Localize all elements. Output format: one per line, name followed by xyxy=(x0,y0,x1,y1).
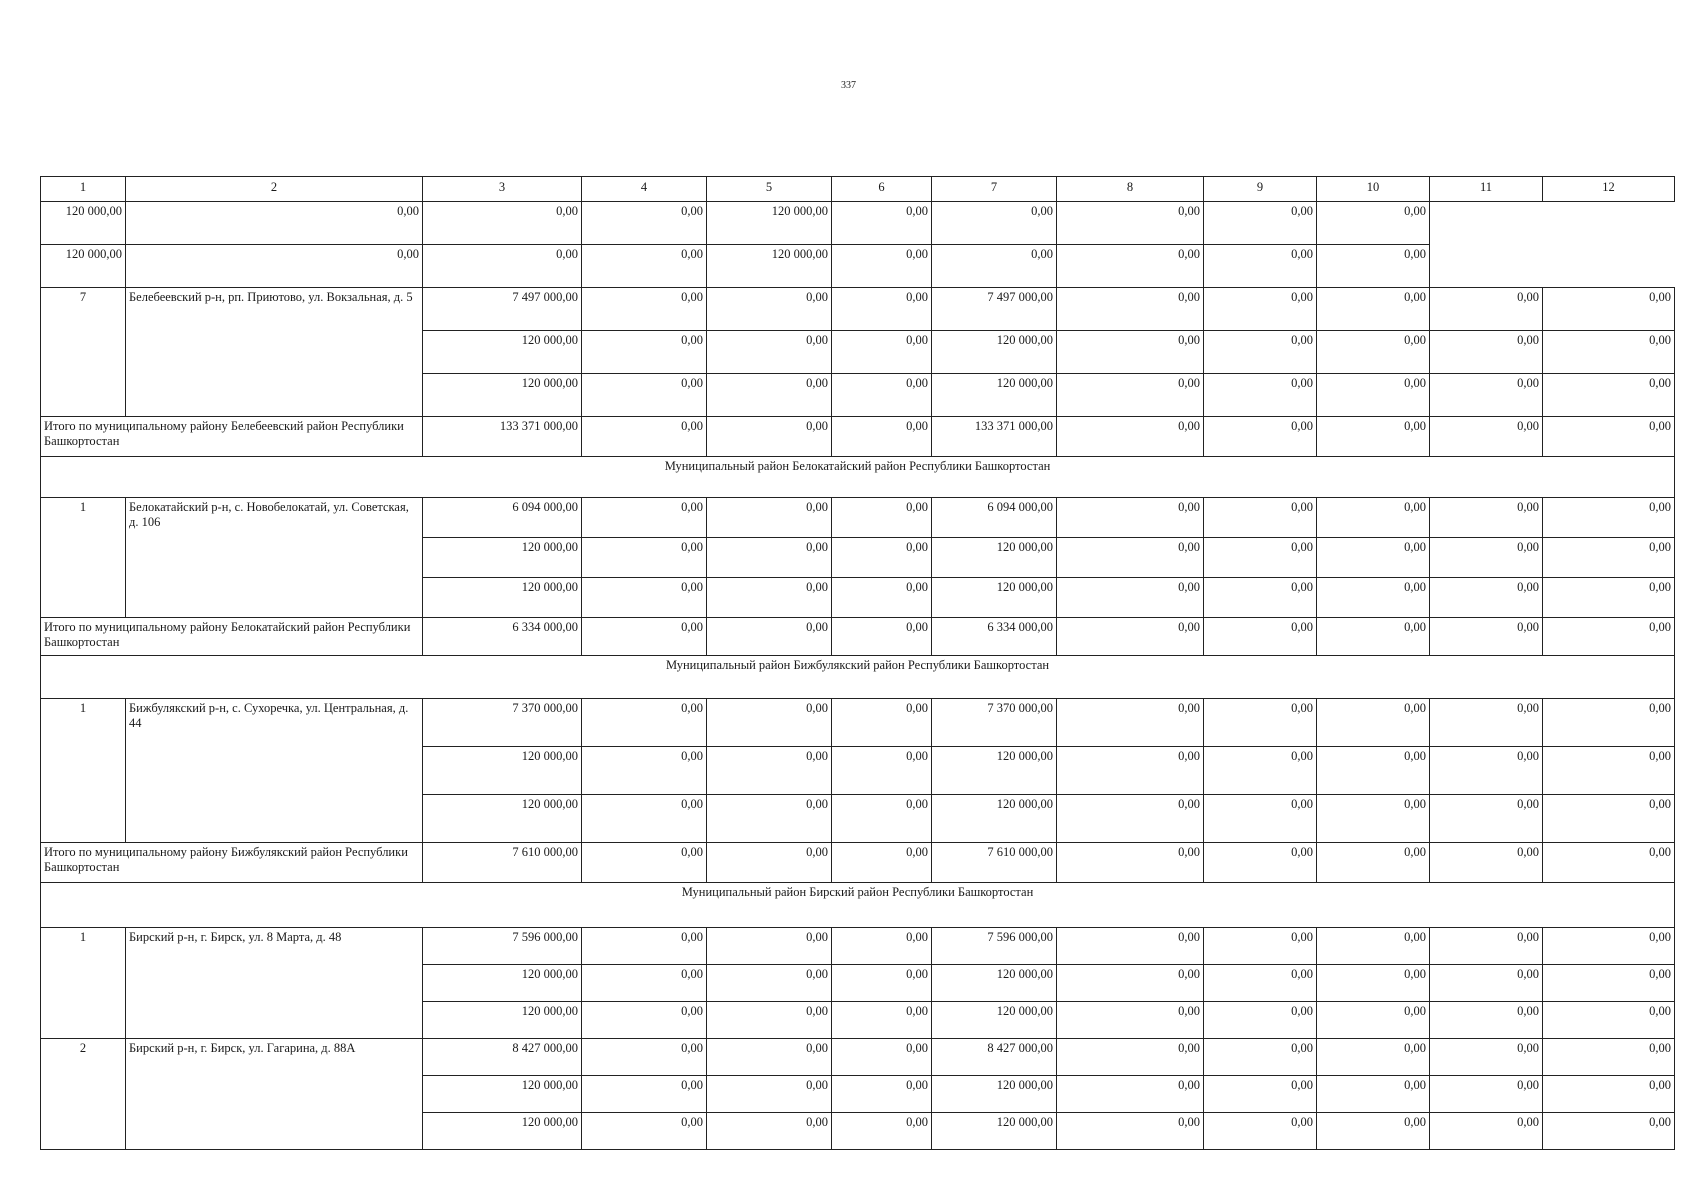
value-cell: 0,00 xyxy=(1204,843,1317,883)
value-cell: 120 000,00 xyxy=(932,965,1057,1002)
value-cell: 0,00 xyxy=(1430,1002,1543,1039)
value-cell: 0,00 xyxy=(1543,288,1675,331)
item-number: 1 xyxy=(41,699,126,843)
value-cell: 120 000,00 xyxy=(423,747,582,795)
page-number: 337 xyxy=(841,80,856,91)
value-cell: 133 371 000,00 xyxy=(423,417,582,457)
value-cell: 0,00 xyxy=(832,1113,932,1150)
value-cell: 0,00 xyxy=(1317,795,1430,843)
section-title: Муниципальный район Бижбулякский район Республики Башкортостан xyxy=(41,656,1675,699)
value-cell: 7 497 000,00 xyxy=(423,288,582,331)
value-cell: 6 334 000,00 xyxy=(932,618,1057,656)
value-cell: 120 000,00 xyxy=(423,578,582,618)
value-cell: 0,00 xyxy=(1057,1113,1204,1150)
value-cell: 0,00 xyxy=(1057,245,1204,288)
value-cell: 0,00 xyxy=(1317,928,1430,965)
value-cell: 7 596 000,00 xyxy=(423,928,582,965)
value-cell: 0,00 xyxy=(1057,538,1204,578)
value-cell: 0,00 xyxy=(1430,578,1543,618)
value-cell: 0,00 xyxy=(1204,928,1317,965)
value-cell: 0,00 xyxy=(582,1113,707,1150)
value-cell: 0,00 xyxy=(1057,498,1204,538)
value-cell: 0,00 xyxy=(1317,498,1430,538)
value-cell: 0,00 xyxy=(582,843,707,883)
value-cell: 0,00 xyxy=(832,747,932,795)
value-cell: 0,00 xyxy=(1057,1076,1204,1113)
value-cell: 0,00 xyxy=(1430,843,1543,883)
value-cell: 0,00 xyxy=(582,331,707,374)
value-cell: 0,00 xyxy=(1057,747,1204,795)
item-number: 1 xyxy=(41,928,126,1039)
value-cell: 0,00 xyxy=(1057,288,1204,331)
value-cell: 120 000,00 xyxy=(932,1076,1057,1113)
value-cell: 0,00 xyxy=(707,843,832,883)
value-cell: 120 000,00 xyxy=(423,1113,582,1150)
column-header: 10 xyxy=(1317,177,1430,202)
value-cell: 0,00 xyxy=(832,965,932,1002)
value-cell: 0,00 xyxy=(832,578,932,618)
value-cell: 0,00 xyxy=(1057,374,1204,417)
value-cell: 0,00 xyxy=(1430,699,1543,747)
item-address: Бижбулякский р-н, с. Сухоречка, ул. Центральная, д. 44 xyxy=(126,699,423,843)
item-address: Бирский р-н, г. Бирск, ул. Гагарина, д. 88А xyxy=(126,1039,423,1150)
value-cell: 0,00 xyxy=(582,578,707,618)
value-cell: 0,00 xyxy=(832,1076,932,1113)
value-cell: 0,00 xyxy=(1317,417,1430,457)
value-cell: 0,00 xyxy=(1317,965,1430,1002)
sub-row xyxy=(41,245,1675,288)
value-cell: 0,00 xyxy=(1430,965,1543,1002)
total-row xyxy=(41,843,1675,883)
value-cell: 0,00 xyxy=(707,331,832,374)
value-cell: 0,00 xyxy=(1430,928,1543,965)
section-title: Муниципальный район Бирский район Республики Башкортостан xyxy=(41,883,1675,928)
value-cell: 0,00 xyxy=(832,202,932,245)
value-cell: 8 427 000,00 xyxy=(423,1039,582,1076)
value-cell: 0,00 xyxy=(1543,498,1675,538)
value-cell: 120 000,00 xyxy=(932,374,1057,417)
value-cell: 0,00 xyxy=(1204,578,1317,618)
value-cell: 0,00 xyxy=(1430,498,1543,538)
value-cell: 0,00 xyxy=(1057,202,1204,245)
value-cell: 0,00 xyxy=(582,245,707,288)
value-cell: 0,00 xyxy=(1543,618,1675,656)
value-cell: 120 000,00 xyxy=(932,1113,1057,1150)
section-header-row xyxy=(41,457,1675,498)
item-address: Белебеевский р-н, рп. Приютово, ул. Вокзальная, д. 5 xyxy=(126,288,423,417)
value-cell: 0,00 xyxy=(582,699,707,747)
value-cell: 0,00 xyxy=(707,747,832,795)
value-cell: 120 000,00 xyxy=(423,374,582,417)
column-header: 4 xyxy=(582,177,707,202)
value-cell: 0,00 xyxy=(1057,331,1204,374)
value-cell: 0,00 xyxy=(1317,374,1430,417)
column-header: 1 xyxy=(41,177,126,202)
value-cell: 120 000,00 xyxy=(41,245,126,288)
value-cell: 0,00 xyxy=(1204,202,1317,245)
value-cell: 0,00 xyxy=(1204,538,1317,578)
column-header: 6 xyxy=(832,177,932,202)
value-cell: 0,00 xyxy=(423,245,582,288)
value-cell: 0,00 xyxy=(1543,417,1675,457)
value-cell: 0,00 xyxy=(932,202,1057,245)
value-cell: 0,00 xyxy=(832,843,932,883)
value-cell: 0,00 xyxy=(1204,245,1317,288)
value-cell: 0,00 xyxy=(707,538,832,578)
value-cell: 0,00 xyxy=(832,374,932,417)
value-cell: 120 000,00 xyxy=(707,202,832,245)
value-cell: 0,00 xyxy=(1317,538,1430,578)
value-cell: 6 094 000,00 xyxy=(423,498,582,538)
total-label: Итого по муниципальному району Белебеевский район Республики Башкортостан xyxy=(41,417,423,457)
value-cell: 0,00 xyxy=(1543,578,1675,618)
value-cell: 120 000,00 xyxy=(423,965,582,1002)
value-cell: 0,00 xyxy=(1317,245,1430,288)
value-cell: 0,00 xyxy=(1430,1039,1543,1076)
value-cell: 0,00 xyxy=(582,1039,707,1076)
value-cell: 0,00 xyxy=(832,538,932,578)
total-row xyxy=(41,417,1675,457)
column-header: 2 xyxy=(126,177,423,202)
value-cell: 120 000,00 xyxy=(423,1002,582,1039)
value-cell: 0,00 xyxy=(1430,1076,1543,1113)
value-cell: 0,00 xyxy=(1317,699,1430,747)
value-cell: 0,00 xyxy=(1543,538,1675,578)
table-body xyxy=(41,177,1675,1150)
value-cell: 0,00 xyxy=(707,1113,832,1150)
value-cell: 7 596 000,00 xyxy=(932,928,1057,965)
value-cell: 0,00 xyxy=(832,928,932,965)
value-cell: 0,00 xyxy=(582,202,707,245)
value-cell: 0,00 xyxy=(1204,965,1317,1002)
value-cell: 120 000,00 xyxy=(932,578,1057,618)
item-address: Бирский р-н, г. Бирск, ул. 8 Марта, д. 48 xyxy=(126,928,423,1039)
value-cell: 120 000,00 xyxy=(41,202,126,245)
value-cell: 120 000,00 xyxy=(932,331,1057,374)
item-row xyxy=(41,1039,1675,1076)
value-cell: 0,00 xyxy=(1057,417,1204,457)
value-cell: 6 334 000,00 xyxy=(423,618,582,656)
value-cell: 0,00 xyxy=(707,1076,832,1113)
value-cell: 0,00 xyxy=(832,498,932,538)
value-cell: 0,00 xyxy=(582,928,707,965)
value-cell: 0,00 xyxy=(1430,747,1543,795)
value-cell: 0,00 xyxy=(832,618,932,656)
value-cell: 0,00 xyxy=(1430,417,1543,457)
value-cell: 0,00 xyxy=(1430,1113,1543,1150)
value-cell: 0,00 xyxy=(1057,618,1204,656)
value-cell: 0,00 xyxy=(707,928,832,965)
value-cell: 0,00 xyxy=(1204,288,1317,331)
value-cell: 0,00 xyxy=(1543,1076,1675,1113)
value-cell: 0,00 xyxy=(582,747,707,795)
value-cell: 7 370 000,00 xyxy=(423,699,582,747)
value-cell: 0,00 xyxy=(1543,795,1675,843)
value-cell: 0,00 xyxy=(1317,1113,1430,1150)
value-cell: 7 610 000,00 xyxy=(932,843,1057,883)
value-cell: 0,00 xyxy=(1204,795,1317,843)
value-cell: 120 000,00 xyxy=(423,331,582,374)
value-cell: 0,00 xyxy=(1057,928,1204,965)
value-cell: 0,00 xyxy=(582,374,707,417)
sub-row xyxy=(41,202,1675,245)
value-cell: 0,00 xyxy=(1204,1002,1317,1039)
value-cell: 0,00 xyxy=(1204,1039,1317,1076)
value-cell: 0,00 xyxy=(1317,843,1430,883)
value-cell: 0,00 xyxy=(1543,1039,1675,1076)
value-cell: 0,00 xyxy=(1204,699,1317,747)
value-cell: 0,00 xyxy=(1543,965,1675,1002)
value-cell: 0,00 xyxy=(1317,578,1430,618)
value-cell: 0,00 xyxy=(582,417,707,457)
value-cell: 0,00 xyxy=(582,498,707,538)
value-cell: 0,00 xyxy=(1543,747,1675,795)
value-cell: 0,00 xyxy=(126,202,423,245)
value-cell: 133 371 000,00 xyxy=(932,417,1057,457)
total-label: Итого по муниципальному району Белокатайский район Республики Башкортостан xyxy=(41,618,423,656)
value-cell: 0,00 xyxy=(832,1002,932,1039)
value-cell: 0,00 xyxy=(1543,331,1675,374)
value-cell: 0,00 xyxy=(1204,331,1317,374)
value-cell: 0,00 xyxy=(1543,374,1675,417)
value-cell: 0,00 xyxy=(1430,288,1543,331)
value-cell: 0,00 xyxy=(707,965,832,1002)
column-header: 11 xyxy=(1430,177,1543,202)
value-cell: 0,00 xyxy=(1057,699,1204,747)
value-cell: 0,00 xyxy=(582,1076,707,1113)
value-cell: 0,00 xyxy=(1430,618,1543,656)
value-cell: 0,00 xyxy=(1057,1002,1204,1039)
column-header: 3 xyxy=(423,177,582,202)
item-row xyxy=(41,928,1675,965)
value-cell: 120 000,00 xyxy=(423,1076,582,1113)
value-cell: 120 000,00 xyxy=(932,1002,1057,1039)
value-cell: 0,00 xyxy=(832,417,932,457)
value-cell: 0,00 xyxy=(582,538,707,578)
total-label: Итого по муниципальному району Бижбулякский район Республики Башкортостан xyxy=(41,843,423,883)
value-cell: 0,00 xyxy=(1430,538,1543,578)
column-header-row xyxy=(41,177,1675,202)
value-cell: 0,00 xyxy=(832,245,932,288)
value-cell: 0,00 xyxy=(1057,578,1204,618)
value-cell: 0,00 xyxy=(832,331,932,374)
value-cell: 120 000,00 xyxy=(932,747,1057,795)
value-cell: 0,00 xyxy=(1543,843,1675,883)
column-header: 5 xyxy=(707,177,832,202)
value-cell: 0,00 xyxy=(707,795,832,843)
value-cell: 0,00 xyxy=(832,699,932,747)
item-number: 2 xyxy=(41,1039,126,1150)
value-cell: 0,00 xyxy=(1430,795,1543,843)
value-cell: 0,00 xyxy=(423,202,582,245)
value-cell: 6 094 000,00 xyxy=(932,498,1057,538)
value-cell: 0,00 xyxy=(1317,1076,1430,1113)
column-header: 9 xyxy=(1204,177,1317,202)
value-cell: 0,00 xyxy=(582,618,707,656)
value-cell: 0,00 xyxy=(832,1039,932,1076)
value-cell: 0,00 xyxy=(1204,1076,1317,1113)
value-cell: 0,00 xyxy=(1430,374,1543,417)
value-cell: 7 610 000,00 xyxy=(423,843,582,883)
item-row xyxy=(41,699,1675,747)
value-cell: 120 000,00 xyxy=(423,538,582,578)
value-cell: 0,00 xyxy=(1204,618,1317,656)
section-header-row xyxy=(41,883,1675,928)
value-cell: 0,00 xyxy=(707,618,832,656)
value-cell: 0,00 xyxy=(707,578,832,618)
value-cell: 0,00 xyxy=(1543,1002,1675,1039)
value-cell: 7 497 000,00 xyxy=(932,288,1057,331)
value-cell: 0,00 xyxy=(707,699,832,747)
value-cell: 8 427 000,00 xyxy=(932,1039,1057,1076)
value-cell: 0,00 xyxy=(1204,1113,1317,1150)
value-cell: 0,00 xyxy=(1317,1002,1430,1039)
column-header: 8 xyxy=(1057,177,1204,202)
value-cell: 120 000,00 xyxy=(932,795,1057,843)
value-cell: 0,00 xyxy=(932,245,1057,288)
value-cell: 0,00 xyxy=(582,795,707,843)
item-row xyxy=(41,288,1675,331)
item-address: Белокатайский р-н, с. Новобелокатай, ул. Советская, д. 106 xyxy=(126,498,423,618)
value-cell: 0,00 xyxy=(707,498,832,538)
value-cell: 120 000,00 xyxy=(932,538,1057,578)
budget-table xyxy=(40,176,1675,1150)
value-cell: 0,00 xyxy=(1057,795,1204,843)
value-cell: 0,00 xyxy=(582,1002,707,1039)
value-cell: 0,00 xyxy=(832,288,932,331)
section-header-row xyxy=(41,656,1675,699)
section-title: Муниципальный район Белокатайский район Республики Башкортостан xyxy=(41,457,1675,498)
value-cell: 120 000,00 xyxy=(423,795,582,843)
item-number: 7 xyxy=(41,288,126,417)
value-cell: 0,00 xyxy=(582,965,707,1002)
value-cell: 0,00 xyxy=(707,374,832,417)
value-cell: 0,00 xyxy=(832,795,932,843)
value-cell: 0,00 xyxy=(707,288,832,331)
value-cell: 0,00 xyxy=(1204,374,1317,417)
value-cell: 0,00 xyxy=(1317,747,1430,795)
value-cell: 0,00 xyxy=(707,1039,832,1076)
value-cell: 0,00 xyxy=(1317,202,1430,245)
value-cell: 0,00 xyxy=(1204,747,1317,795)
value-cell: 0,00 xyxy=(126,245,423,288)
value-cell: 0,00 xyxy=(1317,331,1430,374)
value-cell: 0,00 xyxy=(1430,331,1543,374)
value-cell: 0,00 xyxy=(1057,1039,1204,1076)
value-cell: 7 370 000,00 xyxy=(932,699,1057,747)
item-row xyxy=(41,498,1675,538)
value-cell: 0,00 xyxy=(1317,288,1430,331)
value-cell: 0,00 xyxy=(1543,928,1675,965)
value-cell: 0,00 xyxy=(1317,1039,1430,1076)
value-cell: 0,00 xyxy=(1543,699,1675,747)
value-cell: 0,00 xyxy=(707,417,832,457)
value-cell: 0,00 xyxy=(1317,618,1430,656)
value-cell: 0,00 xyxy=(707,1002,832,1039)
item-number: 1 xyxy=(41,498,126,618)
value-cell: 0,00 xyxy=(582,288,707,331)
value-cell: 0,00 xyxy=(1057,843,1204,883)
total-row xyxy=(41,618,1675,656)
value-cell: 120 000,00 xyxy=(707,245,832,288)
column-header: 12 xyxy=(1543,177,1675,202)
value-cell: 0,00 xyxy=(1204,417,1317,457)
value-cell: 0,00 xyxy=(1543,1113,1675,1150)
value-cell: 0,00 xyxy=(1204,498,1317,538)
value-cell: 0,00 xyxy=(1057,965,1204,1002)
column-header: 7 xyxy=(932,177,1057,202)
